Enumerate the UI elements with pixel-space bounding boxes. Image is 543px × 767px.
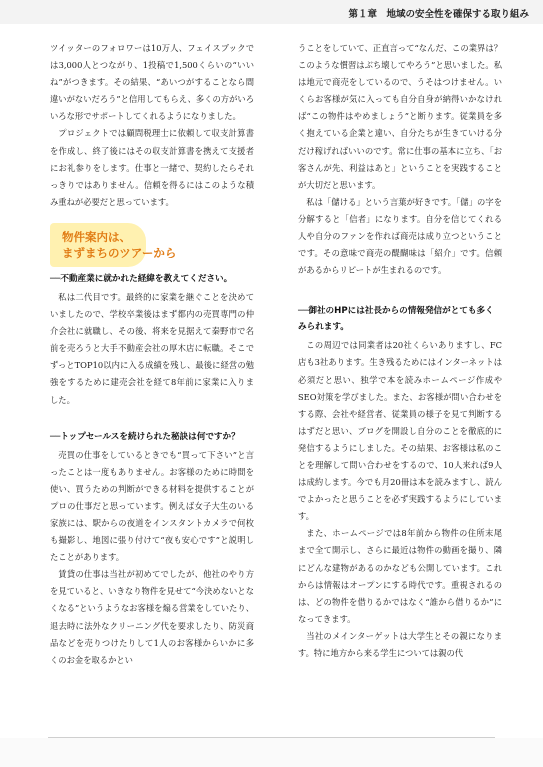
paragraph: 賃貸の仕事は当社が初めてでしたが、他社のやり方を見ていると、いきなり物件を見せて“今決めないとなくなる”というようなお客様を煽る営業をしていたり、退去時に法外なクリーニング代を要求したり、防災商品などを売りつけたりして1人のお客様からいかに多くのお金を取るかとい bbox=[50, 569, 254, 665]
paragraph: 売買の仕事をしているときでも“買って下さい”と言ったことは一度もありません。お客様のために時間を使い、買うための判断ができる材料を提供することがプロの仕事だと思っています。例えば女子大生のいる家族には、駅からの夜道をインスタントカメラで何枚も撮影し、地図に張り付けて“夜も安心です”と説明したことがあります。 bbox=[50, 449, 254, 563]
section-heading bbox=[50, 223, 254, 261]
chapter-title: 第１章 地域の安全性を確保する取り組み bbox=[348, 9, 529, 20]
spacer bbox=[50, 409, 254, 419]
paragraph: うことをしていて、正直言って“なんだ、この業界は？ このような慣習はぶち壊してやろう”と思いました。私は地元で商売をしているので、うそはつけません。いくらお客様が気に入っても自分自身が納得いかなければ“この物件はやめましょう”と断ります。従業員を多く抱えている企業と違い、自分たちが生きていける分だけ稼げればいいのです。常に仕事の基本に立ち、「お客さんが先、利益はあと」ということを実践することが大切だと思います。 bbox=[298, 43, 511, 190]
paragraph: 当社のメインターゲットは大学生とその親になります。特に地方から来る学生については親の代 bbox=[298, 630, 502, 658]
paragraph: 私は二代目です。最終的に家業を継ぐことを決めていましたので、学校卒業後はまず都内の売買専門の仲介会社に就職し、その後、将来を見据えて秦野市で名前を売ろうと大手不動産会社の厚木店に転職。そこでずっとTOP10以内に入る成績を残し、最後に経営の勉強をするために建売会社を経て8年前に家業に入りました。 bbox=[50, 291, 254, 405]
interview-question: ──トップセールスを続けられた秘訣は何ですか？ bbox=[50, 431, 240, 442]
paragraph: プロジェクトでは顧問税理士に依頼して収支計算書を作成し、終了後にはその収支計算書を携えて支援者にお礼参りをします。仕事と一緒で、契約したらそれっきりではありません。信頼を得るにはこのような積み重ねが必要だと思っています。 bbox=[50, 128, 254, 207]
spacer bbox=[298, 279, 502, 293]
paragraph: ツイッターのフォロワーは10万人、フェイスブックでは3,000人とつながり、1投稿で1,500くらいの“いいね”がつきます。その結果、“あいつがすることなら間違いがないだろう”と信用してもらえ、多くの方がいろいろな形でサポートしてくれるようになりました。 bbox=[50, 43, 254, 122]
section-heading-line: まずまちのツアーから bbox=[62, 245, 177, 260]
interview-question: ──御社のHPには社長からの情報発信がとても多くみられます。 bbox=[298, 306, 494, 333]
interview-question: ──不動産業に就かれた経緯を教えてください。 bbox=[50, 273, 233, 284]
right-column bbox=[298, 40, 511, 662]
section-heading-line: 物件案内は、 bbox=[62, 229, 131, 244]
paragraph: 私は「儲ける」という言葉が好きです。「儲」の字を分解すると「信者」になります。自分を信じてくれる人や自分のファンを作れば商売は成り立つということです。その意味で商売の醍醐味は「紹介」です。信頼があるからリピートが生まれるのです。 bbox=[298, 196, 502, 276]
page-bottom-margin bbox=[0, 738, 543, 767]
paragraph: この周辺では同業者は20社くらいありますし、FC店も3社あります。生き残るためにはインターネットは必須だと思い、独学で本を読みホームページ作成やSEO対策を学びました。また、お客様が問い合わせをする際、会社や経営者、従業員の様子を見て判断するはずだと思い、ブログを開設し自分のことを徹底的に発信するようにしました。その結果、お客様は私のことを理解して問い合わせをするので、10人来れば9人は成約します。今でも月20冊は本を読みますし、読んでよかったと思うことを必ず実践するようにしています。 bbox=[298, 340, 502, 522]
left-column bbox=[50, 40, 254, 669]
paragraph: また、ホームページでは8年前から物件の住所末尾まで全て開示し、さらに最近は物件の動画を撮り、隣にどんな建物があるのかなども公開しています。これからは情報はオープンにする時代です。重視されるのは、どの物件を借りるかではなく“誰から借りるか”になってきます。 bbox=[298, 528, 502, 624]
header-bar bbox=[0, 0, 543, 24]
